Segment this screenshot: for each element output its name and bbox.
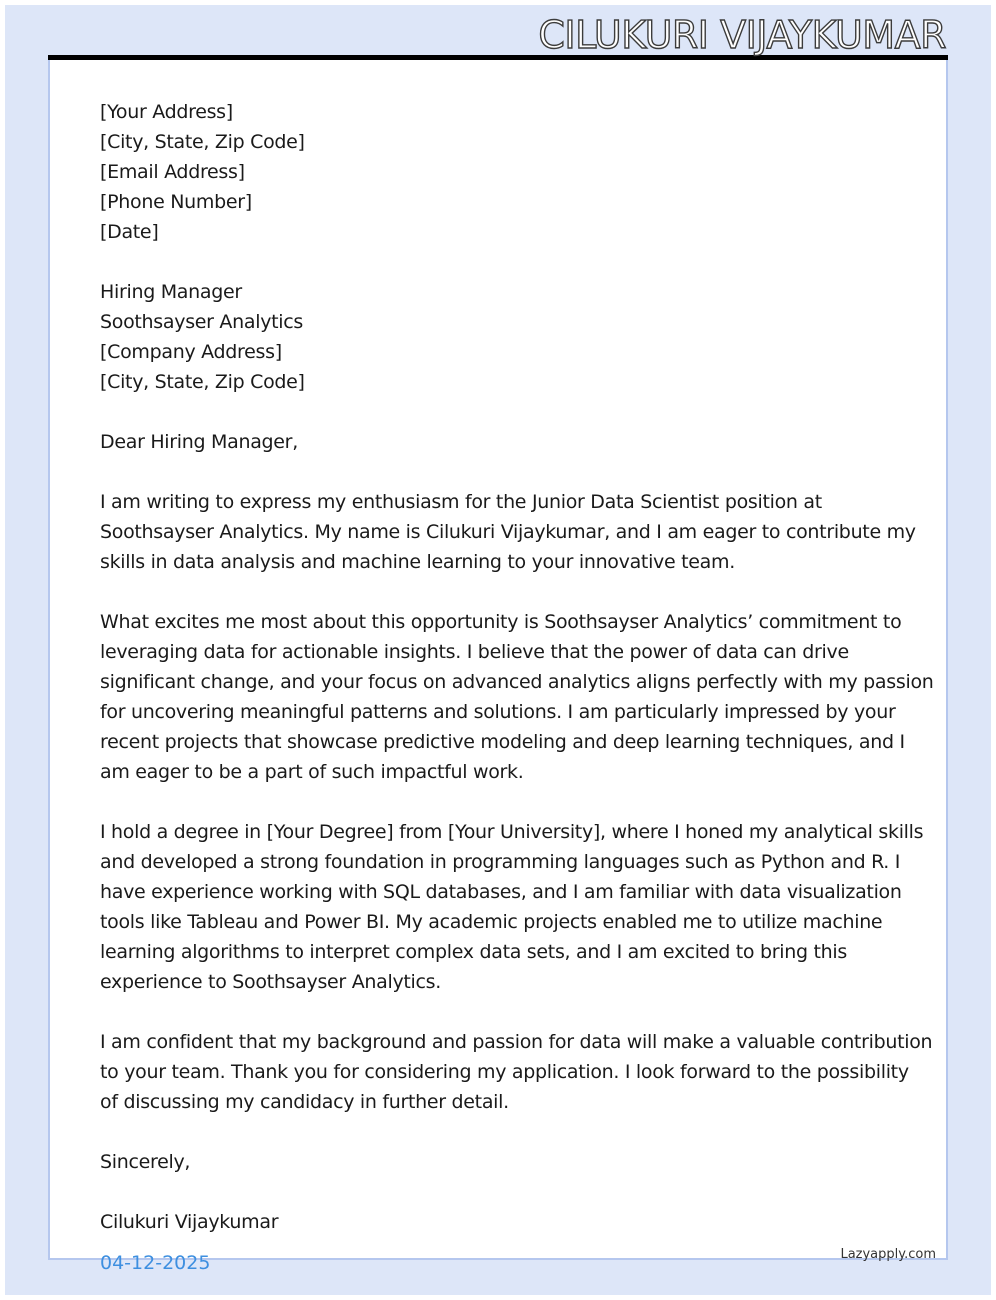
salutation: Dear Hiring Manager, (100, 431, 298, 453)
paragraph-line: tools like Tableau and Power BI. My academic projects enabled me to utilize machine (100, 911, 883, 933)
sender-email: [Email Address] (100, 161, 245, 183)
spacer (100, 577, 900, 607)
paragraph-line: I am confident that my background and passion for data will make a valuable contribution (100, 1031, 933, 1053)
recipient-address: [Company Address] (100, 341, 282, 363)
paragraph-line: for uncovering meaningful patterns and solutions. I am particularly impressed by your (100, 701, 896, 723)
sender-address: [Your Address] (100, 101, 233, 123)
paragraph (100, 817, 924, 997)
sender-phone: [Phone Number] (100, 191, 252, 213)
sender-city-state-zip: [City, State, Zip Code] (100, 131, 305, 153)
paragraph-line: I am writing to express my enthusiasm for the Junior Data Scientist position at (100, 491, 822, 513)
paragraph-line: and developed a strong foundation in programming languages such as Python and R. I (100, 851, 901, 873)
spacer (100, 1177, 900, 1207)
spacer (100, 787, 900, 817)
spacer (100, 397, 900, 427)
paragraph-line: What excites me most about this opportunity is Soothsayser Analytics’ commitment to (100, 611, 902, 633)
recipient-title: Hiring Manager (100, 281, 242, 303)
paragraph-line: experience to Soothsayser Analytics. (100, 971, 442, 993)
paragraph-line: to your team. Thank you for considering my application. I look forward to the possibility (100, 1061, 909, 1083)
paragraph-line: have experience working with SQL databases, and I am familiar with data visualization (100, 881, 902, 903)
paragraph-line: significant change, and your focus on advanced analytics aligns perfectly with my passion (100, 671, 934, 693)
closing: Sincerely, (100, 1151, 191, 1173)
paragraph-line: Soothsayser Analytics. My name is Cilukuri Vijaykumar, and I am eager to contribute my (100, 521, 916, 543)
spacer (100, 457, 900, 487)
paragraph-line: recent projects that showcase predictive modeling and deep learning techniques, and I (100, 731, 905, 753)
paragraph-line: am eager to be a part of such impactful work. (100, 761, 524, 783)
signature-name: Cilukuri Vijaykumar (100, 1211, 279, 1233)
watermark-text: Lazyapply.com (840, 1247, 936, 1262)
recipient-block (100, 277, 900, 397)
letter-body (100, 97, 934, 1237)
recipient-city-state-zip: [City, State, Zip Code] (100, 371, 305, 393)
paragraph-line: leveraging data for actionable insights. I believe that the power of data can drive (100, 641, 849, 663)
paragraph (100, 1027, 933, 1117)
spacer (100, 1117, 900, 1147)
paragraph-line: I hold a degree in [Your Degree] from [Your University], where I honed my analytical skills (100, 821, 924, 843)
paragraph-line: of discussing my candidacy in further detail. (100, 1091, 509, 1113)
paragraph-line: learning algorithms to interpret complex data sets, and I am excited to bring this (100, 941, 847, 963)
header-name: CILUKURI VIJAYKUMAR (538, 13, 946, 57)
recipient-company: Soothsayser Analytics (100, 311, 304, 333)
paragraph (100, 487, 916, 577)
paragraph (100, 607, 934, 787)
spacer (100, 247, 900, 277)
footer-date: 04-12-2025 (100, 1252, 211, 1274)
sender-date: [Date] (100, 221, 159, 243)
paragraph-line: skills in data analysis and machine learning to your innovative team. (100, 551, 735, 573)
sender-block (100, 97, 900, 247)
spacer (100, 997, 900, 1027)
